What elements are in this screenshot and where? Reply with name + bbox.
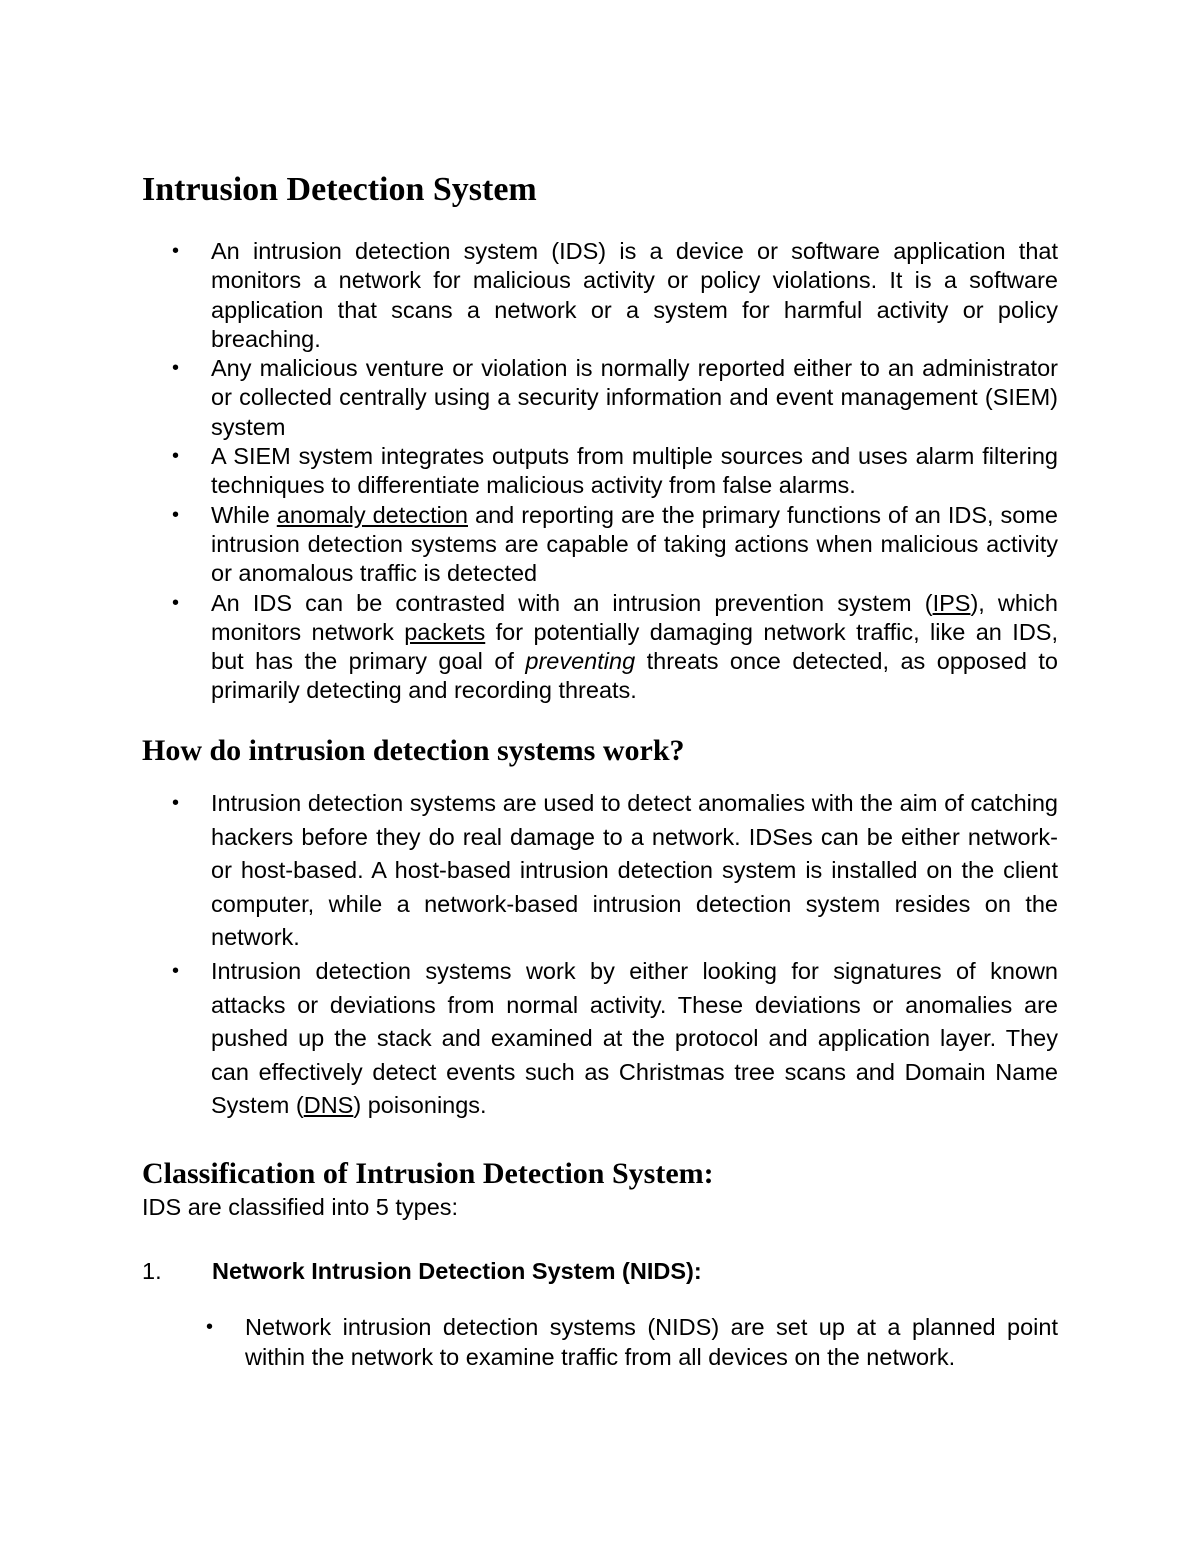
list-item: • Any malicious venture or violation is normally reported either to an administrator or collected centrally using a security information and event management (SIEM) system [172, 355, 1058, 440]
list-item: • An intrusion detection system (IDS) is a device or software application that monitors a network for malicious activity or policy violations. It is a software application that scans a network or a system for harmful activity or policy breaching. [172, 238, 1058, 352]
page-title: Intrusion Detection System [142, 171, 537, 208]
bullet-icon: • [206, 1316, 214, 1338]
list-item: • Intrusion detection systems work by either looking for signatures of known attacks or deviations from normal activity. These deviations or anomalies are pushed up the stack and examined at the protocol and application layer. They can effectively detect events such as Christmas tree scans and Domain Name System (DNS) poisonings. [142, 955, 1058, 1123]
bullet-icon: • [172, 959, 180, 982]
emphasis-text: preventing [525, 648, 636, 675]
bullet-icon: • [172, 503, 180, 526]
type-title: Network Intrusion Detection System (NIDS): [212, 1258, 702, 1284]
list-item: • A SIEM system integrates outputs from multiple sources and uses alarm filtering techniques to differentiate malicious activity from false alarms. [172, 443, 1058, 499]
how-heading: How do intrusion detection systems work? [142, 734, 685, 767]
bullet-icon: • [172, 357, 180, 380]
intro-bullet-list [142, 237, 1058, 706]
bullet-icon: • [172, 445, 180, 468]
classification-heading: Classification of Intrusion Detection System: [142, 1157, 714, 1190]
ips-link[interactable]: IPS [932, 589, 971, 616]
bullet-icon: • [172, 591, 180, 614]
packets-link[interactable]: packets [404, 618, 486, 645]
dns-link[interactable]: DNS [303, 1092, 354, 1119]
list-item: • While anomaly detection and reporting are the primary functions of an IDS, some intrusion detection systems are capable of taking actions when malicious activity or anomalous traffic is detected [172, 501, 1058, 587]
bullet-icon: • [172, 240, 180, 262]
list-item: • Intrusion detection systems are used to detect anomalies with the aim of catching hackers before they do real damage to a network. IDSes can be either network- or host-based. A host-based intrusion detection system is installed on the client computer, while a network-based intrusion detection system resides on the network. [142, 787, 1058, 955]
anomaly-detection-link[interactable]: anomaly detection [276, 501, 468, 528]
how-bullet-list [142, 787, 1058, 1123]
list-item: • An IDS can be contrasted with an intrusion prevention system (IPS), which monitors network packets for potentially damaging network traffic, like an IDS, but has the primary goal of preventing threats once detected, as opposed to primarily detecting and recording threats. [172, 589, 1059, 704]
bullet-icon: • [172, 792, 180, 814]
classification-intro: IDS are classified into 5 types: [142, 1194, 459, 1220]
type-number: 1. [142, 1258, 162, 1284]
list-item: • Network intrusion detection systems (NIDS) are set up at a planned point within the network to examine traffic from all devices on the network. [206, 1314, 1058, 1370]
nids-bullet-list [176, 1312, 1058, 1372]
